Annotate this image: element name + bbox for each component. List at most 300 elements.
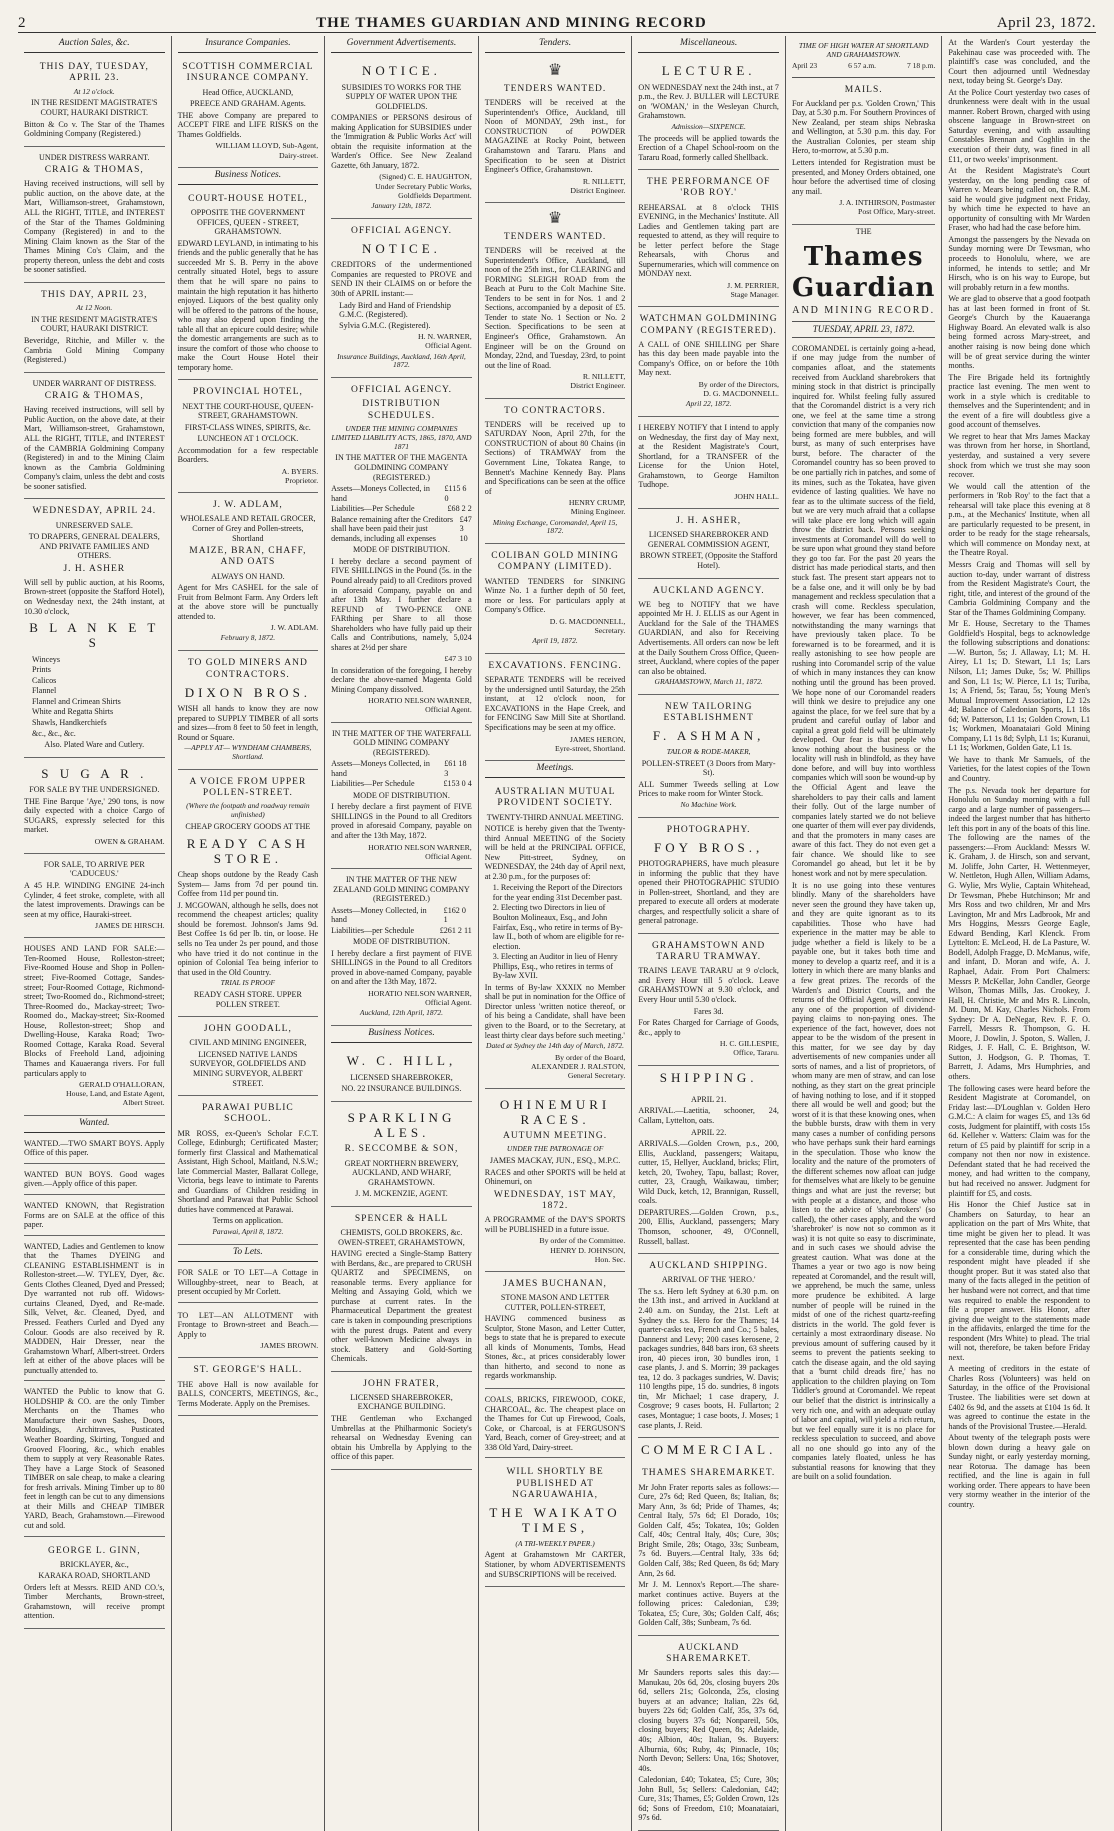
column-2	[172, 36, 326, 1831]
ad-subheading: (A TRI-WEEKLY PAPER.)	[515, 1538, 595, 1548]
advertisement	[638, 170, 779, 307]
to-let-ad	[178, 1305, 319, 1359]
ad-heading: AUCKLAND AGENCY.	[652, 585, 765, 596]
ad-body: Bitton & Co v. The Star of the Thames Goldmining Company (Registered.)	[24, 119, 165, 139]
news-paragraph: Messrs Craig and Thomas will sell by auction to-day, under warrant of distress from the Resident Magistrate's Court, the right, title, and interest of the ground of the Cambria Goldmining Company and the Star of the Thames Goldmining Company.	[948, 559, 1090, 617]
news-paragraph: We would call the attention of the performers in 'Rob Roy' to the fact that a rehearsal will take place this evening at 8 p.m., at the Mechanics' Institute, when all are particularly requested to be present, in order to be ready for the stage rehearsals, which will commence on Monday next, at the Theatre Royal.	[948, 481, 1090, 558]
ad-body: Accommodation for a few respectable Boarders.	[177, 445, 319, 465]
ad-subheading: LICENSED SHAREBROKER AND GENERAL COMMISSION AGENT,	[647, 530, 770, 549]
ad-firm: R. SECCOMBE & SON,	[344, 1144, 459, 1155]
section-heading: Meetings.	[485, 761, 626, 778]
news-paragraph: The Fire Brigade held its fortnightly practice last evening. The men went to work in a style which is creditable to themselves and the Superintendent; and in the event of a fire will doubtless give a good account of themselves.	[948, 372, 1090, 430]
news-paragraph: At the Warden's Court yesterday the Pakehinau case was proceeded with. The plaintiff's case was concluded, and the Court then adjourned until Wednesday next, today being St. George's Day.	[948, 38, 1090, 86]
ad-date: WEDNESDAY, APRIL 24.	[32, 506, 157, 517]
ad-body: I hereby declare a second payment of FIVE SHILLINGS in the Pound (5s. in the Pound already paid) to all Creditors proved in aforesaid Company, payable on and after 13th May. I further declare a REFUND of TWO-PENCE ONE FARthing per Share to all those Shareholders who have fully paid up their Calls and Contributions, namely, 5,024 shares at 2½d per share	[331, 556, 472, 652]
advertisement	[485, 1272, 626, 1389]
ad-subheading: CIVIL AND MINING ENGINEER,	[189, 1038, 307, 1048]
advertisement: COALS, BRICKS, FIREWOOD, COKE, CHARCOAL, &c. The cheapest place on the Thames for Cut up Firewood, Coals, Coke, or Charcoal, is at FERGUSON'S Yard, Beach, corner of Grey-street; and at 338 Old Yard, Dairy-street.	[485, 1391, 626, 1458]
ad-matter: IN THE MATTER OF THE WATERFALL GOLD MINING COMPANY (REGISTERED).	[331, 728, 471, 757]
news-paragraph: We regret to hear that Mrs James Mackay was thrown from her horse, in Shortland, yesterday, and sustained a very severe shock from which we trust she may soon recover.	[948, 431, 1090, 480]
ad-subheading: Head Office, AUCKLAND,	[202, 87, 294, 97]
advertisement	[24, 147, 165, 283]
leader-article: COROMANDEL is certainly going a-head, if one may judge from the number of companies afloat, and the statements received from Auckland sharebrokers that mining stock in that district is principally inquired for. Whilst feeling fully assured that the Coromandel district is a very rich one, we feel at the same time a strong conviction that many of the companies now being formed are mere bubbles, and will burst, as many of such enterprises have burst, before. The character of the Coromandel country has so been proved to be one partially rich in patches, and some of its mines, such as the Tokatea, have given evidence of lasting qualities. We have no fear as to the ultimate success of the field, but we are very much afraid that a collapse will take place ere long which will again throw the district back. Persons seeking investments at Coromandel will do well to be sure upon what ground they stand before they go too far. For the past 20 years the district has made periodical starts, and then stuck fast. The present start appears not to be a false one, and it will only be by bad management and reckless speculation that a crash will come. Reckless speculation, however, we fear has been commenced, notwithstanding the many warnings that have previously taken place. To be forewarned is to be forearmed, and it is really astonishing to see how people are rushing into Coromandel scrip of the value of which in many instances they can know nothing until the ground has been proved. We hope none of our Coromandel readers will think we desire to prejudice any one against the place, for we feel sure that by a prudent and careful outlay of labor and capital a great gold field will be ultimately developed. Our fear is that people who know nothing about the business or the locality will rush in blindfold, as they have done before, and will buy into worthless companies which will soon be wound-up by the Official Agent and leave the shareholders to pay their calls and lament their folly. Out of the large number of companies lately started we do not believe one quarter of them will ever pay dividends, and that the promoters in many cases are aware of this fact. They do not even get a fair chance. We should like to see Coromandel go ahead, but let it be by honest work and not by mere speculation.	[791, 343, 936, 878]
ad-body: Beveridge, Ritchie, and Miller v. the Cambria Gold Mining Company (Registered.)	[24, 336, 165, 365]
advertisement	[485, 1460, 626, 1587]
wanted-ad: WANTED KNOWN, that Registration Forms are on SALE at the office of this paper.	[24, 1197, 165, 1236]
ad-signature: J. A. INTHIRSON, Postmaster Post Office, Mary-street.	[839, 198, 936, 217]
ad-heading: AUCKLAND SHIPPING.	[649, 1261, 769, 1272]
section-heading: Business Notices.	[178, 168, 319, 185]
advertisement	[331, 55, 472, 219]
ad-patron: JAMES MACKAY, JUN., ESQ., M.P.C.	[489, 1156, 621, 1166]
ad-subheading: CHEAP GROCERY GOODS AT THE	[185, 822, 311, 831]
list-item: Prints	[32, 665, 51, 675]
ad-terms: Terms on application.	[212, 1216, 283, 1226]
masthead-date: TUESDAY, APRIL 23, 1872.	[792, 321, 935, 338]
wanted-ad: WANTED BUN BOYS. Good wages given.—Apply office of this paper.	[24, 1166, 165, 1195]
list-item: 2. Electing two Directors in lieu of Boulton Molineaux, Esq., and John Fairfax, Esq., who retire in terms of By-law II., both of whom are eligible for re-election.	[492, 903, 625, 951]
shipping-entry: DEPARTURES.—Golden Crown, p.s., 200, Ellis, Auckland, passengers; Mary Thomson, schooner, 49, O'Connell, Russell, ballast.	[638, 1207, 779, 1246]
page-number: 2	[18, 15, 26, 31]
ad-signature: GERALD O'HALLORAN, House, Land, and Estate Agent, Albert Street.	[66, 1080, 165, 1108]
ad-heading: WILL SHORTLY BE PUBLISHED AT NGARUAWAHIA,	[506, 1467, 604, 1500]
masthead-the: THE	[855, 226, 872, 236]
list-item: 3. Electing an Auditor in lieu of Henry Phillips, Esq., who retires in terms of By-law XVII.	[492, 952, 618, 981]
ledger-row	[331, 906, 472, 925]
ad-heading: A VOICE FROM UPPER POLLEN-STREET.	[189, 776, 307, 799]
ad-heading: THE PERFORMANCE OF 'ROB ROY.'	[646, 177, 771, 199]
ad-body: The proceeds will be applied towards the Erection of a Chapel School-room on the Tararu Road, formerly called Shellback.	[638, 133, 779, 162]
advertisement	[638, 579, 779, 695]
tide-table	[792, 36, 935, 78]
section-heading: Wanted.	[24, 1116, 165, 1133]
advertisement	[331, 1045, 472, 1101]
ledger-label: Assets—Moneys Collected, in hand	[331, 484, 430, 503]
ad-subheading: UNDER THE PATRONAGE OF	[506, 1144, 604, 1154]
ad-line: READY CASH STORE. UPPER POLLEN STREET.	[193, 990, 302, 1009]
ad-date: January 12th, 1872.	[371, 201, 432, 211]
ad-subheading: CHEMISTS, GOLD BROKERS, &c. OWEN-STREET, GRAHAMSTOWN,	[338, 1228, 465, 1247]
ad-heading: NEW TAILORING ESTABLISHMENT	[663, 702, 754, 724]
ledger-label: Liabilities—Per Schedule	[331, 504, 415, 514]
advertisement	[24, 283, 165, 373]
list-item: Flannel and Crimean Shirts	[32, 696, 121, 706]
advertisement	[178, 1017, 319, 1096]
advertisement	[638, 695, 779, 818]
column-1	[18, 36, 172, 1831]
news-paragraph: His Honor the Chief Justice sat in Chambers on Saturday, to hear an application on the part of Mrs White, that time might be given her to plead. It was represented that the case has been pending for a considerable time, during which the respondent might have pleaded if she thought proper. But it was stated also that many of the facts alleged in the petition of her husband were not correct, and that time was required to enable the respondent to file a proper answer. His Honor, after giving due weight to the statements made in the affidavits, enlarged the time for the respondent (Mrs White) to plead. The trial will not, therefore, be taken before Friday next.	[948, 1200, 1090, 1362]
ledger-label: Assets—Money Collected, in hand	[331, 905, 427, 925]
ad-agent: J. M. MCKENZIE, AGENT.	[355, 1189, 448, 1199]
advertisement	[485, 544, 626, 654]
ad-heading: UNDER DISTRESS WARRANT.	[39, 152, 150, 162]
ad-signature: H. N. WARNER, Official Agent.	[417, 332, 472, 351]
advertisement	[638, 934, 779, 1066]
ad-subheading: LICENSED SHAREBROKER, EXCHANGE BUILDING.	[350, 1392, 453, 1412]
wanted-ad: WANTED the Public to know that G. HOLDSHIP & CO. are the only Timber Merchants on the Thames who Manufacture their own Sashes, Doors, Mouldings, Architraves, Pusticated Weather Boarding, Skirting, Tongued and Grooved Flooring, &c., which enables them to supply at very Reasonable Rates. They have a Large Stock of Seasoned TIMBER on sale cheap, to make a clearing for fresh arrivals. Mining Timber up to 80 feet in length can be cut to any dimensions at their Mills and CHEAP TIMBER YARD, Beach, Grahamstown.—Firewood cut and sold.	[24, 1383, 165, 1536]
page-masthead	[18, 12, 1096, 33]
ad-body: The s.s. Hero left Sydney at 6.30 p.m. on the 13th inst., and arrived in Auckland at 2.40 a.m. on Sunday, the 21st. Left at Sydney the s.s. Hero for the Thames; 14 quarter-casks tea, French and Co.; 5 bales, Dannerst and Levy; 200 cases kerosene, 2 packages sundries, 848 bars iron, 63 sheets iron, 40 pieces iron, 30 bundles iron, 1 case plants, J. and S. Morrin; 39 packages tea, 12 do. 3 packages sundries, W. Davis; 110 lengths pipe, 15 do. sundries, 8 ingots tin, Mr Michael; 1 case drapery, J. Cosgrove; 9 cases boots, H. Fullarton; 2 cases, Montague; 1 case boots, J. Moses; 1 case plants, J. Reid.	[638, 1286, 779, 1430]
ad-body: For Rates Charged for Carriage of Goods, &c., apply to	[638, 1018, 779, 1037]
ad-heading: COURT-HOUSE HOTEL,	[188, 193, 308, 204]
ad-heading: TENDERS WANTED.	[503, 231, 607, 242]
ad-body: TENDERS will be received at the Superintendent's Office, Auckland, till noon of the 25th inst., for CLEARING and FORMING SLEIGH ROAD from the Beach at Puru to the Colt Machine Site. Tenders to be sent in for Nos. 1 and 2 Sections, accompanied by a deposit of £5. Tender to state No. 1 Section or No. 2 Section. Specifications to be seen at Engineer's Office, Grahamstown. An Engineer will be on the Ground on Monday, 22nd, and Tuesday, 23rd, to point out the line of Road.	[484, 246, 626, 370]
news-paragraph: At the Resident Magistrate's Court yesterday, on the long pending case of Warren v. Mears being called on, the R.M. said he would give judgment next Friday, by which time he expected to have an opportunity of consulting with Mr Warden Fraser, who had had the case before him.	[948, 166, 1090, 233]
ad-big-heading: READY CASH STORE.	[186, 835, 309, 866]
shipping-news	[638, 1254, 779, 1438]
ad-signature: R. NILLETT, District Engineer.	[570, 372, 626, 391]
ad-subheading: ARRIVAL OF THE 'HERO.'	[661, 1275, 756, 1285]
ad-signature: A. BYERS. Proprietor.	[281, 466, 319, 486]
ad-body: WANTED TENDERS for SINKING Winze No. 1 a further depth of 50 feet, more or less. For particulars apply at Company's Office.	[484, 576, 626, 615]
column-4	[479, 36, 633, 1831]
ledger-row	[331, 759, 472, 778]
ad-heading: OFFICIAL AGENCY.	[350, 385, 452, 396]
advertisement	[178, 770, 319, 1017]
tide-am: 6 57 a.m.	[848, 60, 877, 70]
ad-date: Auckland, 12th April, 1872.	[359, 1008, 444, 1018]
ad-heading: SCOTTISH COMMERCIAL INSURANCE COMPANY.	[182, 62, 314, 84]
ad-heading: J. H. ASHER,	[676, 516, 742, 527]
news-paragraph: A meeting of creditors in the estate of Charles Ross (Volunteers) was held on Saturday, in the office of the Provisional Trustee. The liabilities were set down at £402 6s 9d, and the assets at £104 1s 6d. It was agreed to continue the estate in the hands of the Provisional Trustee.—Herald.	[948, 1364, 1090, 1431]
list-item: White and Regatta Shirts	[32, 707, 114, 717]
advertisement	[24, 499, 165, 757]
advertisement	[331, 869, 472, 1026]
advertisement	[178, 1096, 319, 1245]
ad-note: Also. Plated Ware and Cutlery.	[44, 740, 145, 750]
advertisement	[331, 378, 472, 722]
list-item: Lady Bird and Hand of Friendship G.M.C. (Registered).	[339, 300, 451, 320]
ad-subheading: TWENTY-THIRD ANNUAL MEETING.	[486, 812, 624, 822]
tide-pm: 7 18 p.m.	[907, 60, 936, 70]
ad-line: LUNCHEON AT 1 O'CLOCK.	[197, 434, 299, 444]
section-heading: To Lets.	[178, 1245, 319, 1262]
ad-mode: MODE OF DISTRIBUTION.	[353, 937, 450, 947]
ad-body: HAVING erected a Single-Stamp Battery with Berdans, &c., are prepared to CRUSH QUARTZ and SPECIMENS, on reasonable terms. Every appliance for Melting and Assaying Gold, which we purchase at current rates. In the Pharmaceutical Department the greatest care is taken in compounding prescriptions with the purest drugs. Patent and every other well-known Medicine always in stock. Battery and Gold-Sorting Chemicals.	[331, 1249, 472, 1364]
ledger-amount: £115 6 0	[444, 484, 467, 503]
ad-body: COMPANIES or PERSONS desirous of making Application for SUBSIDIES under the 'Immigration & Public Works Act' will obtain the requisite information at the Warden's Office. See New Zealand Gazette, 6th January, 1872.	[331, 113, 472, 170]
advertisement	[24, 854, 165, 938]
ad-signature: H. C. GILLESPIE, Office, Tararu.	[719, 1039, 779, 1058]
ad-signature: By order of the Directors, D. G. MACDONNELL.	[698, 379, 779, 399]
ad-address: POLLEN-STREET (3 Doors from Mary-St).	[641, 758, 776, 778]
ad-body: SEPARATE TENDERS will be received by the undersigned until Saturday, the 25th instant, at 12 o'clock noon, for EXCAVATIONS in the Hape Creek, and for FENCING Saw Mill Site at Shortland. Specifications may be seen at my office.	[484, 675, 626, 732]
ad-body: Cheap shops outdone by the Ready Cash System— Jams from 7d per pound tin. Coffee from 11d per pound tin.	[177, 870, 319, 899]
ad-date: April 22, 1872.	[685, 399, 732, 409]
ad-heading: MAILS.	[844, 84, 883, 95]
ad-heading: UNRESERVED SALE.	[55, 520, 133, 530]
advertisement	[331, 1207, 472, 1372]
ad-body: I hereby declare a first payment of FIVE SHILLINGS in the Pound to all Creditors proved in above-named Company, payable on and after the 13th May, 1872.	[331, 948, 472, 987]
ad-date: WEDNESDAY, 1ST MAY, 1872.	[493, 1189, 617, 1212]
ad-date: THIS DAY, TUESDAY, APRIL 23.	[39, 62, 149, 84]
ledger-amount: £47 3 10	[444, 654, 472, 664]
commercial-news	[638, 1636, 779, 1831]
column-3	[325, 36, 479, 1831]
masthead-subtitle: AND MINING RECORD.	[792, 305, 936, 317]
ad-signature: HENRY CRUMP, Mining Engineer.	[568, 498, 626, 517]
list-item: Winceys	[32, 654, 60, 664]
ad-signature: HORATIO NELSON WARNER, Official Agent.	[368, 842, 472, 861]
ad-big-heading: LECTURE.	[661, 63, 756, 79]
ad-body: REHEARSAL at 8 o'clock THIS EVENING, in the Mechanics' Institute. All Ladies and Gentlemen taking part are requested to attend, as they will require to be letter perfect before the Stage Rehearsals, with Chorus and Supernumeraries, which will commence on MONDAY next.	[638, 202, 779, 279]
ad-trade: BRICKLAYER, &c.,	[59, 1559, 129, 1569]
ad-heading: JOHN FRATER,	[363, 1378, 440, 1389]
shipping-date: APRIL 22.	[691, 1127, 727, 1137]
ad-fare: Fares 3d.	[693, 1006, 724, 1016]
advertisement	[485, 1089, 626, 1272]
advertisement	[178, 55, 319, 168]
ad-signature: JAMES BROWN.	[260, 1341, 319, 1351]
ad-note: (Where the footpath and roadway remain unfinished)	[186, 801, 310, 820]
ad-heading: PHOTOGRAPHY.	[666, 824, 751, 835]
ad-signature: GRAHAMSTOWN, March 11, 1872.	[654, 677, 763, 687]
list-item: Calicos	[32, 675, 57, 685]
ad-subheading: NEXT THE COURT-HOUSE, QUEEN-STREET, GRAHAMSTOWN.	[182, 401, 314, 421]
ad-body: HAVING commenced business as Sculptor, Stone Mason, and Letter Cutter, begs to state that he is prepared to execute all kinds of Monuments, Tombs, Head Stones, &c., at prices considerably lower than hitherto, and second to none as regards workmanship.	[484, 1314, 626, 1381]
ledger-row	[331, 779, 472, 789]
ad-body: TO LET—AN ALLOTMENT with Frontage to Brown-street and Beach.— Apply to	[177, 1310, 319, 1339]
news-paragraph: We are glad to observe that a good footpath has at last been formed in front of St. George's Church by the Kauaeranga Highway Board. An elevated walk is also being formed across Mary-street, and another raising is now being done which will be of great service during the winter months.	[948, 294, 1090, 371]
advertisement	[638, 55, 779, 170]
ad-body: CREDITORS of the undermentioned Companies are requested to PROVE and SEND IN their CLAIMS on or before the 30th of APRIL instant:—	[331, 260, 472, 299]
ad-date: THIS DAY, APRIL 23,	[41, 289, 148, 300]
to-let-ad: FOR SALE or TO LET—A Cottage in Willoughby-street, near to Beach, at present occupied by Mr Corlett.	[178, 1264, 319, 1303]
advertisement	[24, 758, 165, 854]
ad-address: BROWN STREET, (Opposite the Stafford Hotel).	[639, 551, 778, 571]
ad-heading: EXCAVATIONS. FENCING.	[488, 661, 622, 672]
ad-subheading: LICENSED SHAREBROKER,	[350, 1072, 453, 1082]
ad-signature: D. G. MACDONNELL, Secretary.	[549, 616, 626, 636]
ad-heading: JAMES BUCHANAN,	[503, 1278, 607, 1289]
advertisement	[638, 818, 779, 934]
advertisement	[331, 1372, 472, 1470]
ad-body: THE above Company are prepared to ACCEPT FIRE and LIFE RISKS on the Thames Goldfields.	[177, 110, 319, 139]
ad-body: TRAINS LEAVE TARARU at 9 o'clock, and Every Hour till 5 o'clock. Leave GRAHAMSTOWN at 9.30 o'clock, and Every Hour until 5.30 o'clock.	[638, 966, 779, 1005]
ad-subheading: OPPOSITE THE GOVERNMENT OFFICES, QUEEN - STREET, GRAHAMSTOWN.	[190, 208, 305, 237]
ad-signature: HORATIO NELSON WARNER, Official Agent.	[368, 988, 472, 1008]
ad-body: In terms of By-law XXXIX no Member shall be put in nomination for the Office of Director unless 'written notice thereof, or of his being a Candidate, shall have been given to the Board, or to the Secretary, at least thirty clear days before such meeting.'	[484, 982, 626, 1040]
ad-firm: CRAIG & THOMAS,	[44, 391, 144, 402]
tide-heading: TIME OF HIGH WATER AT SHORTLAND AND GRAHAMSTOWN.	[798, 41, 929, 59]
ad-body: A 45 H.P. WINDING ENGINE 24-inch Cylinder, 4 feet stroke, complete, with all the latest improvements. Drawings can be seen at my office, Hauraki-street.	[24, 881, 165, 919]
ledger-amount: £162 0 1	[443, 905, 466, 925]
ledger-label: Assets—Moneys Collected, in hand	[331, 759, 430, 778]
ad-line: MAIZE, BRAN, CHAFF, AND OATS	[189, 546, 307, 568]
ad-heading: TO GOLD MINERS AND CONTRACTORS.	[187, 658, 308, 680]
ad-place: Insurance Buildings, Auckland, 16th April, 1872.	[337, 351, 466, 370]
ad-address: NO. 22 INSURANCE BUILDINGS.	[341, 1084, 462, 1094]
ad-body: EDWARD LEYLAND, in intimating to his friends and the public generally that he has succeeded Mr S. B. Perry in the above centrally situated Hotel, begs to assure them that he will spare no pains to maintain the high reputation it has hitherto enjoyed. Liquors of the best quality only will be offered to the patrons of the house, who may also depend upon finding the table all that an epicure could desire; while the domestic arrangements are such as to insure the comfort of those who choose to make the Court House Hotel their temporary home.	[177, 238, 319, 372]
ad-heading: GRAHAMSTOWN AND TARARU TRAMWAY.	[652, 940, 766, 963]
ad-firm: F. ASHMAN,	[652, 728, 765, 744]
ledger-label: Liabilities—Per Schedule	[331, 779, 415, 789]
ad-body: TENDERS will be received up to SATURDAY Noon, April 27th, for the CONSTRUCTION of about 80 Chains (in Sections) of TRAMWAY from the Government Line, Tokatea Range, to Bennett's Machine Kennedy Bay. Plans and Specifications can be seen at the office of	[484, 419, 626, 496]
royal-crest-icon: ♛	[547, 62, 563, 80]
ad-note: UNDER THE MINING COMPANIES LIMITED LIABILITY ACTS, 1865, 1870, AND 1871	[331, 423, 472, 451]
ad-heading: TO CONTRACTORS.	[504, 405, 606, 416]
ad-date: Mining Exchange, Coromandel, April 15, 1872.	[492, 517, 618, 536]
ad-body: For Auckland per p.s. 'Golden Crown,' This Day, at 5.30 p.m. For Southern Provinces of New Zealand, per steam ships Nebraska and Wellington, at 5.30 p.m. this day. For the Australian Colonies, per steam ship Hero, to-morrow, at 5.30 p.m.	[791, 98, 936, 156]
ad-body: A CALL of ONE SHILLING per Share has this day been made payable into the Company's Office, on or before the 10th May next.	[638, 339, 779, 378]
wanted-ad: WANTED, Ladies and Gentlemen to know that the Thames DYEING and CLEANING ESTABLISHMENT is in Rolleston-street.—W. TYLEY, Dyer, &c. Gents Clothes Cleaned, Dyed and Pressed; Dye warranted not rub off. Widows-curtains Cleaned, Dyed, and Re-made. Silk, Velvet, &c. Cleaned, Dyed, and Pressed. Feathers Curled and Dyed any Colour. Goods are also received by R. MADDEN, Hair Dresser, near the Grahamstown Wharf, Albert-street. Orders left at either of the above places will be punctually attended to.	[24, 1238, 165, 1382]
ad-signature: WILLIAM LLOYD, Sub-Agent, Dairy-street.	[215, 141, 319, 160]
ad-body: RACES and other SPORTS will be held at Ohinemuri, on	[484, 1167, 626, 1187]
advertisement	[638, 307, 779, 417]
ad-date: April 19, 1872.	[532, 636, 578, 646]
ad-heading: PARAWAI PUBLIC SCHOOL.	[201, 1103, 294, 1125]
ledger-amount: £47 3 10	[459, 514, 472, 543]
advertisement	[485, 780, 626, 1088]
ad-heading: TENDERS WANTED.	[503, 84, 607, 95]
advertisement	[178, 380, 319, 493]
ad-heading: UNDER WARRANT OF DISTRESS.	[32, 378, 156, 388]
ad-body: In consideration of the foregoing, I hereby declare the above-named Magenta Gold Mining Company dissolved.	[331, 665, 472, 694]
ad-line: ALWAYS ON HAND.	[211, 571, 285, 581]
ad-date: Dated at Sydney the 14th day of March, 1872.	[486, 1041, 625, 1051]
advertisement	[178, 187, 319, 381]
advertisement	[485, 399, 626, 545]
ad-heading: THAMES SHAREMARKET.	[641, 1468, 776, 1479]
ad-matter: IN THE MATTER OF THE MAGENTA GOLDMINING COMPANY (REGISTERED.)	[335, 453, 468, 482]
news-paragraph: At the Police Court yesterday two cases of drunkenness were dealt with in the usual manner. Robert Brown, charged with using obscene language in Brown-street on Saturday evening, and with assaulting Constables Brennan and Coghlin in the execution of their duty, was fined in all £11, or two weeks' imprisonment.	[948, 87, 1090, 164]
news-paragraph: Amongst the passengers by the Nevada on Sunday morning were Dr Tewsman, who proceeds to Honolulu, where, we are informed, he intends to settle; and Mr Hirsch, who is on his way to Europe, but will probably return in a few months.	[948, 234, 1090, 292]
ledger-amount: £261 2 11	[439, 925, 472, 935]
ad-body: Mr J. M. Lennox's Report.—The share-market continues active. Buyers at the following prices: Caledonian, £39; Tokatea, £5; Cure, 30s; Golden Calf, 46s; Golden Calf, 38s; Sunbeam, 7s 6d.	[638, 1580, 779, 1628]
ledger-amount: £61 18 3	[444, 759, 467, 778]
ad-body: Having received instructions, will sell by public auction, on the above date, at the Mart, Williamson-street, Grahamstown, ALL the RIGHT, TITLE, and INTEREST of the Star of the Thames Goldmining Company (Registered) in and to the Mining Claim known as the Star of the Thames Mining Co's Claim, and the property thereon, unless the debt and costs be sooner satisfied.	[24, 179, 165, 275]
ad-heading: COLIBAN GOLD MINING COMPANY (LIMITED).	[491, 551, 619, 573]
ad-body: WE beg to NOTIFY that we have appointed Mr H. J. ELLIS as our Agent in Auckland for the Sale of the THAMES GUARDIAN, and also for Receiving Advertisements. All orders can now be left at the Daily Southern Cross Office, Queen-street, Auckland, where copies of the paper can also be obtained.	[638, 599, 779, 676]
ad-body: Having received instructions, will sell by Public Auction, on the above date, at their Mart, Williamson-street, Grahamstown, ALL the RIGHT, TITLE, and INTEREST of the CAMBRIA Goldmining Company (Registered) in and to the Mining Claim known as the Cambria Goldmining Company's claim, unless the debt and costs be sooner satisfied.	[24, 405, 165, 491]
ad-subheading: STONE MASON AND LETTER CUTTER, POLLEN-STREET,	[500, 1293, 610, 1312]
ledger-row	[331, 515, 472, 544]
advertisement	[331, 1102, 472, 1207]
ad-admission: Admission—SIXPENCE.	[671, 121, 746, 131]
advertisement	[485, 654, 626, 761]
ad-subheading: DISTRIBUTION SCHEDULES.	[362, 399, 441, 421]
ad-signature: HORATIO NELSON WARNER, Official Agent.	[368, 696, 472, 715]
ledger-row	[331, 926, 472, 936]
section-heading: Business Notices.	[331, 1026, 472, 1043]
ad-big-heading: THE WAIKATO TIMES,	[489, 1504, 621, 1536]
advertisement	[24, 938, 165, 1115]
ad-firm: FOY BROS.,	[654, 839, 764, 855]
ad-body: LICENSED NATIVE LANDS SURVEYOR, GOLDFIELDS AND MINING SURVEYOR, ALBERT STREET.	[189, 1049, 306, 1088]
ad-body: Caledonian, £40; Tokatea, £5; Cure, 30s; John Bull, 5s; Sellers: Caledonian, £42; Cure, 31s; Thames, £5; Golden Crown, 12s 6d; Sons of Freedom, £10; Moanataiari, 97s 6d.	[638, 1775, 779, 1823]
news-paragraph: The following cases were heard before the Resident Magistrate at Coromandel, on Friday last:—D'Loughlan v. Golden Hero G.M.C.: A claim for wages £5, and 13s 6d costs, Judgment for plaintiff, with costs 15s 6d. Kelleher v. Watters: Claim was for the return of £5 paid by plaintiff for scrip in a company not then nor now in existence. Defendant stated that he had received the money, and had written to the company, but had received no answer. Judgment for plaintiff for £5, and costs.	[948, 1083, 1090, 1198]
shipping-entry: ARRIVAL.—Laetitia, schooner, 24, Callam, Lyttelton, oats.	[638, 1106, 779, 1125]
ad-heading: AUTUMN MEETING.	[502, 1131, 608, 1142]
ad-tagline: TRIAL IS PROOF	[220, 978, 276, 988]
ad-signature: JAMES HERON, Eyre-street, Shortland.	[554, 734, 626, 753]
ad-address: KARAKA ROAD, SHORTLAND	[38, 1571, 151, 1581]
ad-heading: WATCHMAN GOLDMINING COMPANY (REGISTERED).	[639, 314, 778, 336]
ad-body: ALL Summer Tweeds selling at Low Prices to make room for Winter Stock.	[638, 779, 779, 799]
ad-big-heading: NOTICE.	[362, 63, 441, 79]
ad-subheading: GREAT NORTHERN BREWERY, AUCKLAND, AND WHARF, GRAHAMSTOWN.	[344, 1158, 459, 1187]
ad-signature: JOHN HALL.	[734, 492, 779, 501]
newspaper-title: THE THAMES GUARDIAN AND MINING RECORD	[316, 15, 707, 31]
ad-firm: CRAIG & THOMAS,	[44, 165, 144, 176]
ad-body: I hereby declare a first payment of FIVE SHILLINGS in the Pound to all Creditors proved in aforesaid Company, payable on and after the 13th May, 1872.	[331, 802, 472, 841]
ad-heading: IN THE RESIDENT MAGISTRATE'S COURT, HAURAKI DISTRICT.	[31, 314, 158, 334]
ad-body: Agent at Grahamstown Mr CARTER, Stationer, by whom ADVERTISEMENTS and SUBSCRIPTIONS will be received.	[484, 1550, 626, 1579]
ad-agents: PREECE AND GRAHAM. Agents.	[189, 99, 306, 109]
ad-body: THE Fine Barque 'Aye,' 290 tons, is now daily expected with a choice Cargo of SUGARS, expressly selected for this market.	[24, 796, 165, 835]
ad-body: ON WEDNESDAY next the 24th inst., at 7 p.m., the Rev. J. BULLER will LECTURE on 'WOMAN,' in the Wesleyan Church, Grahamstown.	[638, 82, 779, 121]
section-heading: Tenders.	[485, 36, 626, 53]
advertisement	[178, 493, 319, 651]
ad-apply: —APPLY AT— WYNDHAM CHAMBERS, Shortland.	[184, 743, 312, 762]
ad-signature: JAMES DE HIRSCH.	[95, 921, 165, 931]
ad-signature: OWEN & GRAHAM.	[94, 836, 165, 846]
ad-heading: AUCKLAND SHAREMARKET.	[666, 1642, 752, 1664]
section-heading: COMMERCIAL.	[640, 1442, 777, 1458]
ad-body: TENDERS will be received at the Superintendent's Office, Auckland, till Noon of MONDAY, 29th inst., for CONSTRUCTION of POWDER MAGAZINE at Rocky Point, between Grahamstown and Tararu. Plans and Specification to be seen at District Engineer's Office, Grahamstown.	[484, 98, 626, 175]
ledger-label: Liabilities—per Schedule	[331, 925, 415, 935]
ad-signature: By order of the Committee. HENRY D. JOHNSON, Hon. Sec.	[539, 1236, 626, 1264]
list-item: Flannel	[32, 686, 57, 696]
news-paragraph: The p.s. Nevada took her departure for Honolulu on Sunday morning with a full cargo and a large number of passengers—indeed the largest number that has hitherto left this port in any of the boats of this line. The following are the names of the passengers:—From Auckland: Messrs W. K. Graham, J. de Hirsch, son and servant, M. Joliffe, John Carter, H. Wettenmeyer, W. Nettleton, Hugh Allen, William Adams, G. Wylie, Mrs Wylie, Captain Whitehead, Dr Tewsman, Phebe Hutchinson; Mr and Mrs Ross and two children, Mr and Mrs Lavington, Mr and Mrs Ladbrook, Mr and Mrs Hoggins, Messrs George Eagle, Edward Bending, Karl Klenck. From Lyttelton: E. McLeod, H. de La Pasture, W. Bodell, Adolph Fragge, D. McManus, wife, and infant, D. Moran and wife, A. J. Raphael, Adair. From Port Chalmers: Messrs P. McKellar, John Candler, George Wilson, Thomas Mills, Jas. Crookey, J. Hall, H. Christie, Mr and Mrs R. Lincoln, M. Dunn, M. Kay, Charles Nichols. From Sydney: Dr A. DeNegar, Rev. F. F. O. Farrell, Messrs R. Thompson, G. H. Moore, J. Dowlin, J. Spoton, S. Wallen, J. Ridges, J. F. Hall, C. E. Brightson, W. Sutton, J. Hodgson, G. P. Thomas, T. Barrett, J. Adams, Mrs Humphries, and others.	[948, 785, 1090, 1081]
ad-body: Letters intended for Registration must be presented, and Money Orders obtained, one hour before the advertised time of closing any mail.	[791, 158, 936, 196]
advertisement	[638, 509, 779, 578]
ad-heading: OFFICIAL AGENCY.	[350, 225, 452, 236]
ad-subheading: SUBSIDIES TO WORKS FOR THE SUPPLY OF WATER UPON THE GOLDFIELDS.	[341, 82, 462, 111]
advertisement	[331, 219, 472, 378]
shipping-news	[638, 1089, 779, 1254]
commercial-news	[638, 1461, 779, 1635]
ad-body: Will sell by public auction, at his Rooms, Brown-street (opposite the Stafford Hotel), on Wednesday next, the 24th instant, at 10.30 o'clock,	[24, 577, 165, 616]
leader-article: It is no use going into these ventures blindly. Many of the shareholders have never seen the ground they have taken up, and they are quite ignorant as to its capabilities. Those who have had experience in the matter may be able to judge whether a field is likely to be a payable one, but it takes both time and money to develop a quartz reef, and it is a lottery in which there are many blanks and a few great prizes. The records of the Warden's and District Courts, and the returns of the Official Agent, will convince any one of the proportion of dividend-paying claims to non-paying ones. The experience of the fact, however, does not appear to be the wisdom of the present in this matter, for we see day by day advertisements of new companies under all sorts of names, and a list of proprietors, of whom many are men of straw, and can lose nothing, as they start on the great principle of having nothing to lose, and if it stopped there all would be well and good; but the worst of it is that these knowing ones, when the bubble bursts, draw with them in very many cases a number of confiding persons who have perhaps sunk their hard earnings in the speculation. Those who know the locality and the nature of the promoters of the different schemes now afloat can judge for themselves what are likely to be genuine things and what are just the reverse; but with people at a distance, and those who listen to the advice of 'sharebrokers' (so called), the other cases apply, and the word 'sharebroker' is now not so common as it was) it is not quite so easy to discriminate, and in such cases we should advise the greatest caution. What was done at the Thames a year or two ago is now being repeated at Coromandel, and the result will, we apprehend, be much the same, unless more prudence be exhibited. A large number of people will be ruined in the midst of one of the richest quartz-reefing districts in the world. The gold fever is certainly a most extraordinary disease. No previous amount of suffering caused by it seems to prevent the patients seeking to catch the disease again, and the old saying that a 'burnt child dreads fire,' has no application to the children playing on Tom Tiddler's ground at Coromandel. We repeat our belief that the district is intrinsically a very rich one, and with an adequate outlay of labor and capital, will yield a rich return, but we feel equally sure it is no place for reckless speculation to succeed, and above all no one should go into any of the companies lately floated, unless he has substantial reasons for knowing that they are built on a solid foundation.	[791, 880, 936, 1482]
advertisement	[178, 651, 319, 770]
ad-heading: FOR SALE BY THE UNDERSIGNED.	[29, 785, 160, 794]
news-paragraph: Mr E. House, Secretary to the Thames Goldfield's Hospital, begs to acknowledge the following subscriptions and donations:—W. Burton, 5s; J. Allaway, L1; M. H. Airey, L1 1s; D. Stewart, L1 1s; Lars Nilson, L1; James Duke, 5s; W. Phillips and Son, L1 1s; W. Pierce, L1 1s; Turiba, 1s; A Friend, 5s; Tarau, 5s; Young Men's Mutual Improvement Association, L2 12s 4d; Balance of Caledonian Sports, L1 18s 6d; W. Patterson, L1 1s; Golden Crown, L1 1s; Workmen, Moanataiari Gold Mining Company, L1 1s 8d; Sylph, L1 1s; Kuranui, L1 1s; Workmen, Golden Gate, L1 1s.	[948, 619, 1090, 753]
royal-crest-icon: ♛	[547, 210, 563, 228]
tide-day: April 23	[791, 60, 818, 70]
ad-date: Parawai, April 8, 1872.	[212, 1226, 284, 1236]
ad-mode: MODE OF DISTRIBUTION.	[353, 545, 450, 555]
ad-heading: IN THE RESIDENT MAGISTRATE'S COURT, HAURAKI DISTRICT.	[31, 98, 158, 117]
ad-big-heading: W. C. HILL,	[346, 1053, 457, 1069]
ad-body: Orders left at Messrs. REID AND CO.'s, Timber Merchants, Brown-street, Grahamstown, will receive prompt attention.	[24, 1582, 165, 1621]
list-item: Sylvia G.M.C. (Registered).	[339, 320, 431, 330]
ad-body: THE Gentleman who Exchanged Umbrellas at the Philharmonic Society's rehearsal on Wednesday Evening can obtain his Umbrella by Applying to the office of this paper.	[331, 1414, 472, 1462]
issue-date: April 23, 1872.	[996, 15, 1096, 31]
ledger-amount: £153 0 4	[443, 779, 472, 789]
list-item: &c., &c., &c.	[32, 728, 76, 738]
ad-heading: J. W. ADLAM,	[212, 500, 283, 511]
advertisement	[178, 1358, 319, 1416]
ad-subheading: TAILOR & RODE-MAKER,	[666, 746, 751, 756]
advertisement	[485, 203, 626, 399]
masthead-title: Thames Guardian	[791, 242, 936, 303]
ad-subheading: TO DRAPERS, GENERAL DEALERS, AND PRIVATE FAMILIES AND OTHERS.	[28, 532, 160, 561]
ad-big-heading: SPARKLING ALES.	[347, 1109, 456, 1141]
column-7	[942, 36, 1096, 1831]
ad-body: THE above Hall is now available for BALLS, CONCERTS, MEETINGS, &c., Terms Moderate. Apply on the Premises.	[177, 1379, 319, 1408]
list-item: Shawls, Handkerchiefs	[32, 718, 107, 728]
advertisement	[331, 723, 472, 869]
section-heading: SHIPPING.	[659, 1069, 758, 1085]
ledger-row	[331, 484, 472, 503]
ad-heading: ST. GEORGE'S HALL.	[193, 1365, 303, 1376]
ledger-row	[331, 504, 472, 514]
ledger-label: Balance remaining after the Creditors shall have been paid their just demands, including all expenses	[331, 514, 453, 543]
ad-body: PHOTOGRAPHERS, have much pleasure in informing the public that they have opened their PHOTOGRAPHIC STUDIO in Pollen-street, Shortland, and they are prepared to execute all orders at moderate charges, and respectfully solicit a share of general patronage.	[638, 859, 779, 926]
section-heading: Auction Sales, &c.	[24, 36, 165, 53]
ad-body: I HEREBY NOTIFY that I intend to apply on Wednesday, the first day of May next, at the Resident Magistrate's Court, Shortland, for a TRANSFER of the License for the Union Hotel, Grahamstown, to George Hamilton Tudhope.	[638, 423, 779, 490]
